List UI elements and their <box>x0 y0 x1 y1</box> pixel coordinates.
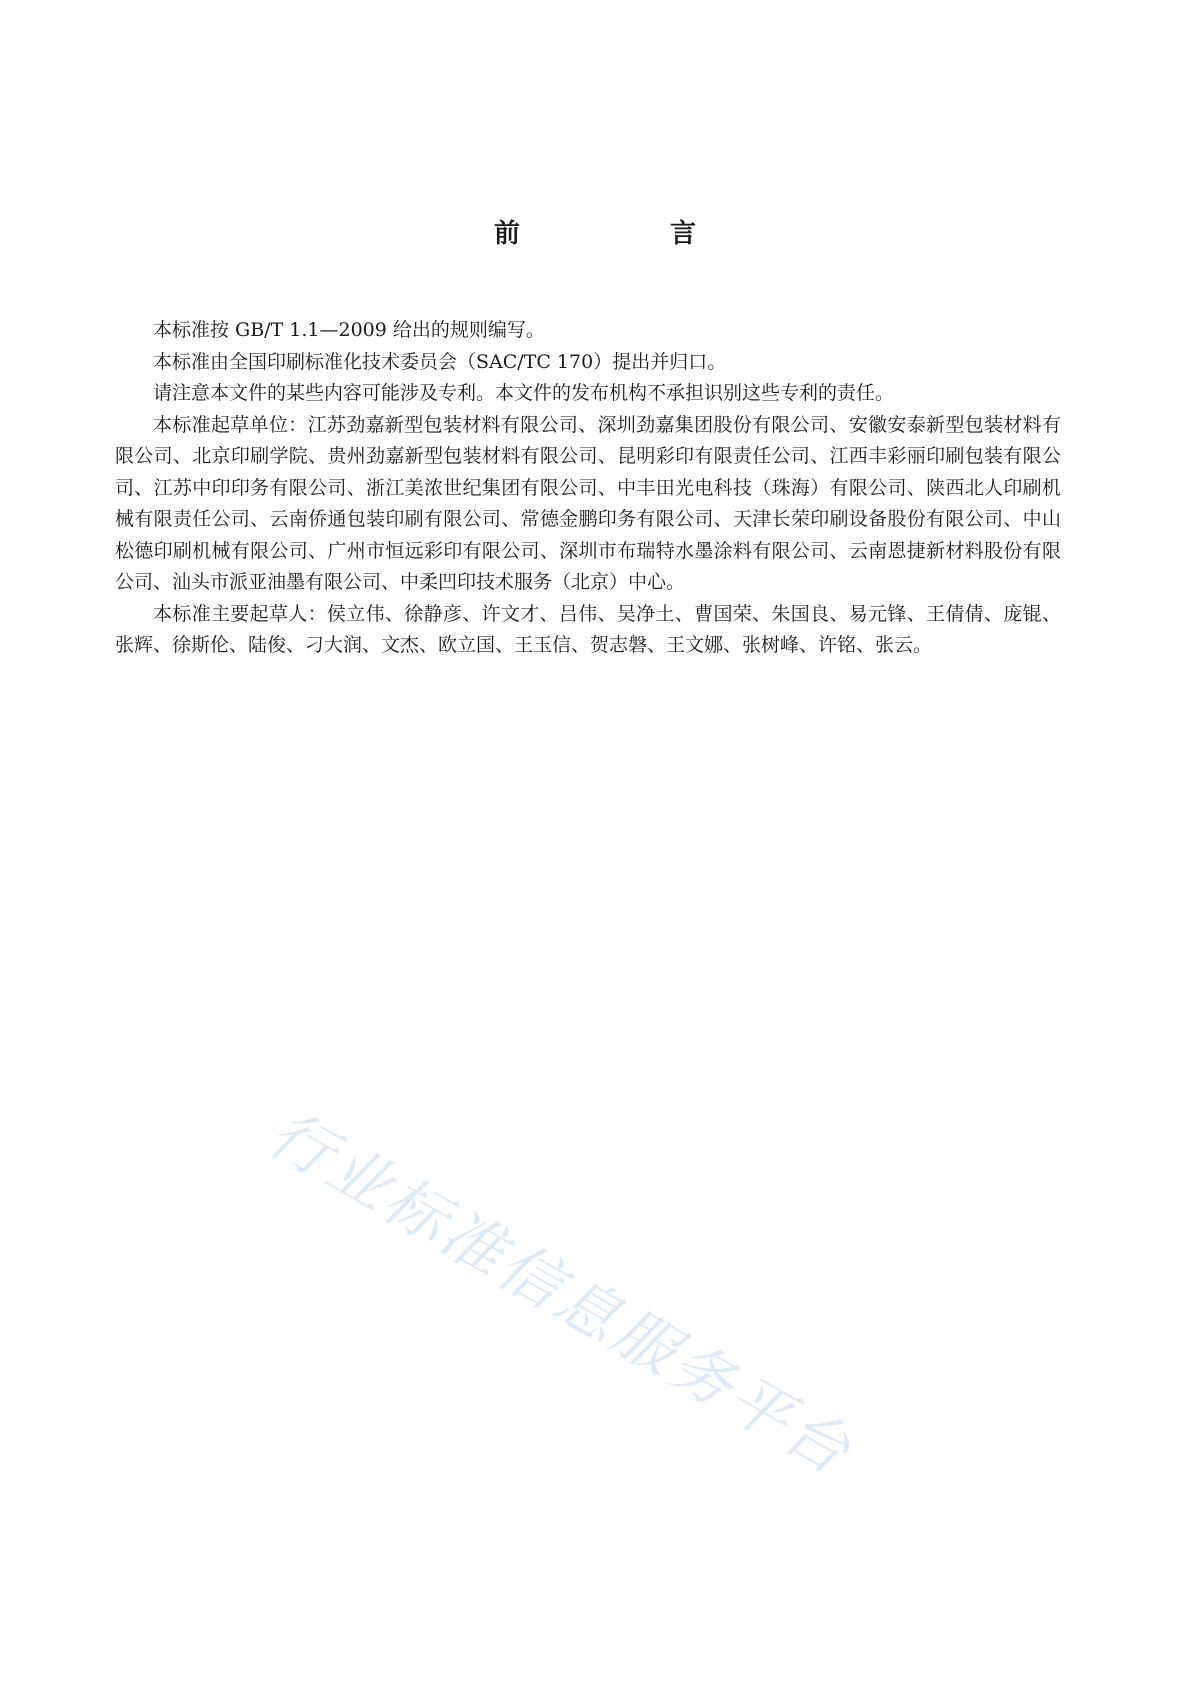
watermark: 行业标准信息服务平台 <box>257 1096 866 1490</box>
paragraph-drafting-units: 本标准起草单位：江苏劲嘉新型包装材料有限公司、深圳劲嘉集团股份有限公司、安徽安泰新型包装材料有限公司、北京印刷学院、贵州劲嘉新型包装材料有限公司、昆明彩印有限责任公司、江西丰彩丽印刷包装有限公司、江苏中印印务有限公司、浙江美浓世纪集团有限公司、中丰田光电科技（珠海）有限公司、陕西北人印刷机械有限责任公司、云南侨通包装印刷有限公司、常德金鹏印务有限公司、天津长荣印刷设备股份有限公司、中山松德印刷机械有限公司、广州市恒远彩印有限公司、深圳市布瑞特水墨涂料有限公司、云南恩捷新材料股份有限公司、汕头市派亚油墨有限公司、中柔凹印技术服务（北京）中心。 <box>115 413 1061 593</box>
foreword-body <box>115 315 1061 662</box>
page-title: 前 言 <box>493 219 758 249</box>
paragraph-drafting-rules: 本标准按 GB/T 1.1—2009 给出的规则编写。 <box>153 319 545 341</box>
paragraph-drafters: 本标准主要起草人：侯立伟、徐静彦、许文才、吕伟、吴净土、曹国荣、朱国良、易元锋、王倩倩、庞锟、张辉、徐斯伦、陆俊、刁大润、文杰、欧立国、王玉信、贺志磐、王文娜、张树峰、许铭、张云。 <box>115 602 1061 656</box>
paragraph-patent-notice: 请注意本文件的某些内容可能涉及专利。本文件的发布机构不承担识别这些专利的责任。 <box>153 382 895 404</box>
paragraph-proposer: 本标准由全国印刷标准化技术委员会（SAC/TC 170）提出并归口。 <box>153 350 727 373</box>
